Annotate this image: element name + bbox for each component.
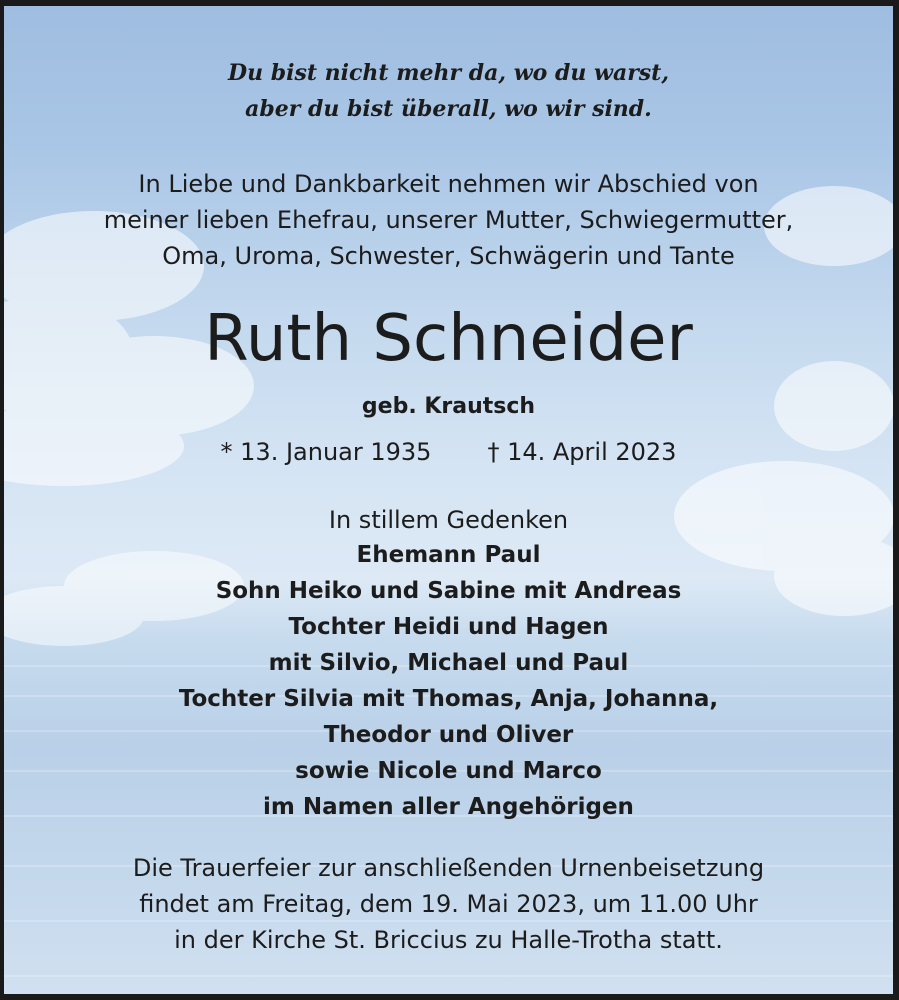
deceased-name: Ruth Schneider [204, 302, 693, 376]
quote-line-1: Du bist nicht mehr da, wo du warst, [227, 60, 670, 86]
death-date: † 14. April 2023 [487, 438, 677, 466]
mourner-line: Sohn Heiko und Sabine mit Andreas [215, 578, 682, 604]
service-line-1: Die Trauerfeier zur anschließenden Urnenbeisetzung [132, 854, 765, 882]
mourner-line: Tochter Heidi und Hagen [288, 614, 609, 640]
life-dates [4, 438, 893, 466]
mourner-line: Ehemann Paul [356, 542, 541, 568]
mourner-line: mit Silvio, Michael und Paul [268, 650, 629, 676]
mourner-line: Theodor und Oliver [323, 722, 574, 748]
intro-line-1: In Liebe und Dankbarkeit nehmen wir Abschied von [138, 170, 759, 198]
birth-date: * 13. Januar 1935 [220, 438, 432, 466]
memory-intro: In stillem Gedenken [328, 506, 569, 534]
obituary-notice [4, 6, 893, 994]
mourner-line: im Namen aller Angehörigen [263, 794, 634, 820]
service-line-2: findet am Freitag, dem 19. Mai 2023, um 11.00 Uhr [139, 890, 758, 918]
intro-line-2: meiner lieben Ehefrau, unserer Mutter, Schwiegermutter, [103, 206, 794, 234]
sky-and-sea-background [4, 6, 893, 994]
birth-name: geb. Krautsch [361, 394, 536, 419]
service-line-3: in der Kirche St. Briccius zu Halle-Trotha statt. [174, 926, 723, 954]
mourner-line: sowie Nicole und Marco [295, 758, 602, 784]
intro-line-3: Oma, Uroma, Schwester, Schwägerin und Tante [162, 242, 735, 270]
mourner-line: Tochter Silvia mit Thomas, Anja, Johanna, [178, 686, 719, 712]
quote-line-2: aber du bist überall, wo wir sind. [245, 96, 652, 122]
